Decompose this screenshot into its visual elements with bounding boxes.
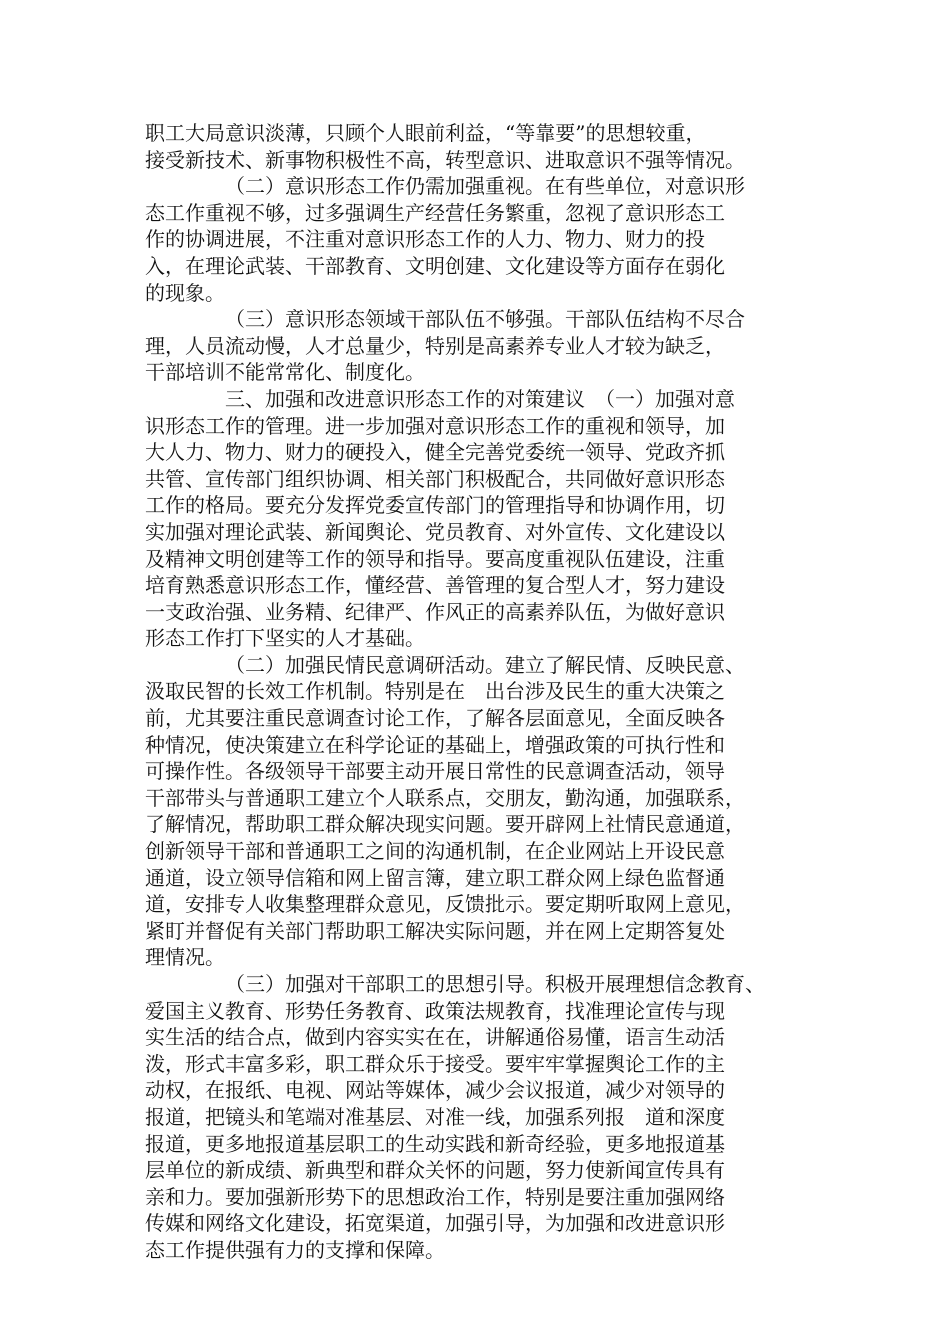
text-line: 接受新技术、新事物积极性不高，转型意识、进取意识不强等情况。 <box>145 147 745 172</box>
text-line: 理情况。 <box>145 945 225 970</box>
text-line: 传媒和网络文化建设，拓宽渠道，加强引导，为加强和改进意识形 <box>145 1211 725 1236</box>
text-line: 作的协调进展，不注重对意识形态工作的人力、物力、财力的投 <box>145 227 705 252</box>
text-line: 理，人员流动慢，人才总量少，特别是高素养专业人才较为缺乏， <box>145 333 725 358</box>
text-line: 及精神文明创建等工作的领导和指导。要高度重视队伍建设，注重 <box>145 546 725 571</box>
text-line: 实加强对理论武装、新闻舆论、党员教育、对外宣传、文化建设以 <box>145 519 725 544</box>
text-line: 的现象。 <box>145 280 225 305</box>
text-line: 识形态工作的管理。进一步加强对意识形态工作的重视和领导，加 <box>145 413 725 438</box>
section-heading-line: 三、加强和改进意识形态工作的对策建议 （一）加强对意 <box>225 386 735 411</box>
text-line: 紧盯并督促有关部门帮助职工解决实际问题，并在网上定期答复处 <box>145 918 725 943</box>
paragraph-start-line: （三）意识形态领域干部队伍不够强。干部队伍结构不尽合 <box>225 307 745 332</box>
text-line: 爱国主义教育、形势任务教育、政策法规教育，找准理论宣传与现 <box>145 998 725 1023</box>
text-line: 态工作重视不够，过多强调生产经营任务繁重，忽视了意识形态工 <box>145 200 725 225</box>
paragraph-start-line: （二）加强民情民意调研活动。建立了解民情、反映民意、 <box>225 652 745 677</box>
text-line: 大人力、物力、财力的硬投入，健全完善党委统一领导、党政齐抓 <box>145 440 725 465</box>
text-line: 形态工作打下坚实的人才基础。 <box>145 626 425 651</box>
text-line: 道，安排专人收集整理群众意见，反馈批示。要定期听取网上意见， <box>145 892 745 917</box>
text-line: 态工作提供强有力的支撑和保障。 <box>145 1237 445 1262</box>
text-line: 报道，更多地报道基层职工的生动实践和新奇经验，更多地报道基 <box>145 1131 725 1156</box>
text-line: 通道，设立领导信箱和网上留言簿，建立职工群众网上绿色监督通 <box>145 865 725 890</box>
text-line: 动权，在报纸、电视、网站等媒体，减少会议报道，减少对领导的 <box>145 1078 725 1103</box>
text-line: 了解情况，帮助职工群众解决现实问题。要开辟网上社情民意通道， <box>145 812 745 837</box>
text-line: 培育熟悉意识形态工作，懂经营、善管理的复合型人才，努力建设 <box>145 573 725 598</box>
text-line: 实生活的结合点，做到内容实实在在，讲解通俗易懂，语言生动活 <box>145 1025 725 1050</box>
text-line: 可操作性。各级领导干部要主动开展日常性的民意调查活动，领导 <box>145 759 725 784</box>
text-line: 种情况，使决策建立在科学论证的基础上，增强政策的可执行性和 <box>145 732 725 757</box>
text-line: 共管、宣传部门组织协调、相关部门积极配合，共同做好意识形态 <box>145 466 725 491</box>
text-line: 前，尤其要注重民意调查讨论工作，了解各层面意见，全面反映各 <box>145 706 725 731</box>
text-line: 汲取民智的长效工作机制。特别是在 出台涉及民生的重大决策之 <box>145 679 725 704</box>
paragraph-start-line: （三）加强对干部职工的思想引导。积极开展理想信念教育、 <box>225 972 765 996</box>
text-line: 层单位的新成绩、新典型和群众关怀的问题，努力使新闻宣传具有 <box>145 1158 725 1183</box>
text-line: 创新领导干部和普通职工之间的沟通机制，在企业网站上开设民意 <box>145 839 725 864</box>
body-text <box>145 120 815 1264</box>
text-line: 亲和力。要加强新形势下的思想政治工作，特别是要注重加强网络 <box>145 1184 725 1209</box>
text-line: 工作的格局。要充分发挥党委宣传部门的管理指导和协调作用，切 <box>145 493 725 518</box>
text-line: 干部培训不能常常化、制度化。 <box>145 360 425 385</box>
text-line: 入，在理论武装、干部教育、文明创建、文化建设等方面存在弱化 <box>145 253 725 278</box>
text-line: 一支政治强、业务精、纪律严、作风正的高素养队伍，为做好意识 <box>145 599 725 624</box>
text-line: 泼，形式丰富多彩，职工群众乐于接受。要牢牢掌握舆论工作的主 <box>145 1051 725 1076</box>
text-line: 报道，把镜头和笔端对准基层、对准一线，加强系列报 道和深度 <box>145 1104 725 1129</box>
paragraph-start-line: （二）意识形态工作仍需加强重视。在有些单位，对意识形 <box>225 174 745 199</box>
text-line: 职工大局意识淡薄，只顾个人眼前利益，“等靠要”的思想较重， <box>145 121 706 145</box>
text-line: 干部带头与普通职工建立个人联系点，交朋友，勤沟通，加强联系， <box>145 785 745 810</box>
